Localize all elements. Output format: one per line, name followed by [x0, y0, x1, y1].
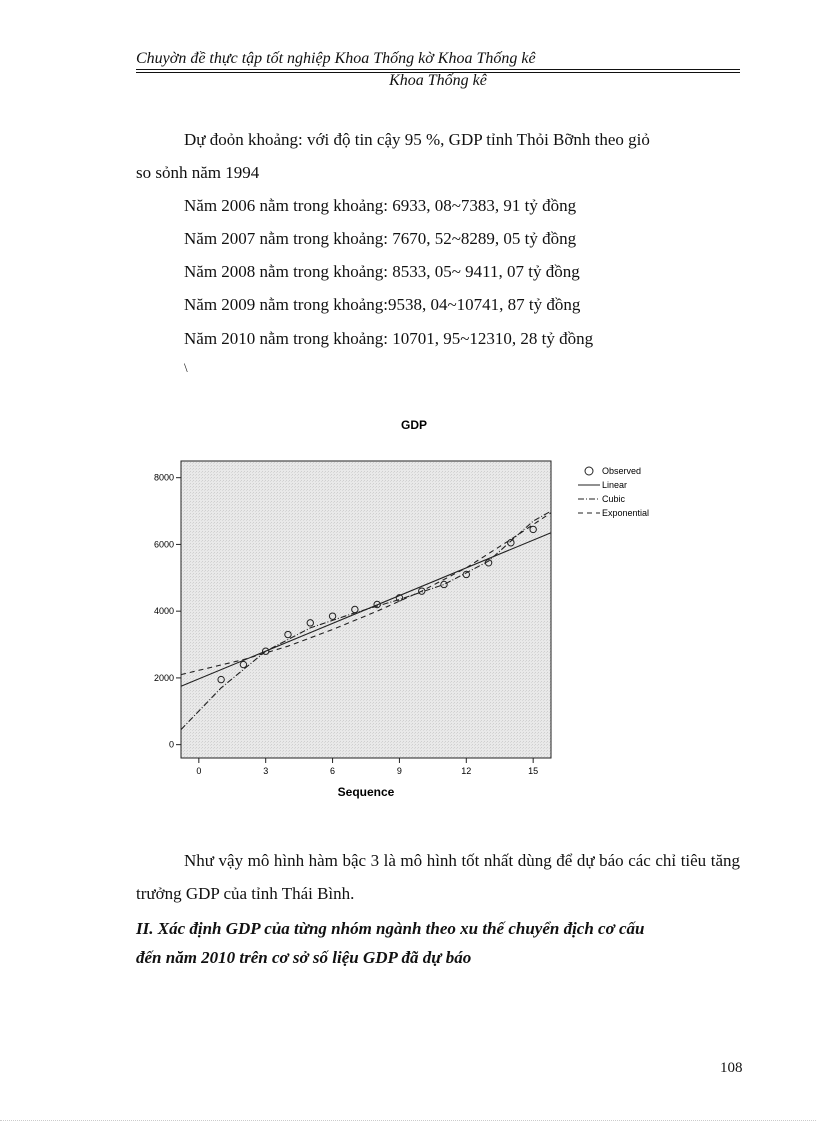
page-bottom-border	[0, 1120, 816, 1121]
legend-observed-marker	[585, 467, 593, 475]
x-tick-label: 12	[461, 766, 472, 776]
conclusion-text: Như vậy mô hình hàm bậc 3 là mô hình tốt nhất dùng để dự báo các chỉ tiêu tăng trưởng GDP của tỉnh Thái Bình.	[136, 851, 740, 903]
legend-linear-label: Linear	[602, 480, 628, 490]
chart-title: GDP	[400, 418, 428, 432]
y-tick-label: 0	[168, 739, 174, 750]
x-axis-label: Sequence	[337, 785, 395, 799]
x-tick-label: 6	[330, 766, 336, 776]
conclusion-paragraph	[136, 844, 740, 910]
header-subtitle: Khoa Thống kê	[389, 72, 487, 89]
y-tick-label: 4000	[153, 606, 174, 617]
x-tick-label: 3	[263, 766, 269, 776]
chart-legend	[578, 466, 649, 518]
y-tick-label: 8000	[153, 472, 174, 483]
legend-observed-label: Observed	[602, 466, 642, 476]
gdp-chart	[130, 405, 690, 805]
forecast-line: Năm 2009 nằm trong khoảng:9538, 04~10741, 87 tỷ đồng	[184, 295, 581, 314]
y-axis	[154, 473, 181, 750]
forecast-line: Năm 2006 nằm trong khoảng: 6933, 08~7383, 91 tỷ đồng	[184, 196, 577, 215]
page-number: 108	[720, 1060, 743, 1076]
section-heading	[136, 914, 740, 972]
legend-exponential-label: Exponential	[602, 508, 650, 518]
stray-mark: \	[184, 360, 188, 375]
page-header	[136, 50, 740, 68]
y-tick-label: 2000	[153, 672, 174, 683]
x-tick-label: 15	[528, 766, 539, 776]
intro-line-2: so sỏnh năm 1994	[136, 163, 260, 182]
section-heading-line-1: II. Xác định GDP của từng nhóm ngành theo xu thế chuyển địch cơ cấu	[136, 919, 645, 938]
forecast-line: Năm 2007 nằm trong khoảng: 7670, 52~8289, 05 tỷ đồng	[184, 229, 577, 248]
legend-cubic-label: Cubic	[602, 494, 626, 504]
x-axis	[196, 758, 538, 776]
forecast-line: Năm 2010 nằm trong khoảng: 10701, 95~12310, 28 tỷ đồng	[184, 329, 594, 348]
intro-line-1: Dự đoỏn khoảng: với độ tin cậy 95 %, GDP tỉnh Thỏi Bỡnh theo giỏ	[184, 130, 650, 149]
x-tick-label: 0	[196, 766, 202, 776]
header-title: Chuyờn đề thực tập tốt nghiệp Khoa Thống kờ Khoa Thống kê	[136, 50, 536, 67]
section-heading-line-2: đến năm 2010 trên cơ sở số liệu GDP đã dự báo	[136, 948, 472, 967]
forecast-line: Năm 2008 nằm trong khoảng: 8533, 05~ 9411, 07 tỷ đồng	[184, 262, 580, 281]
y-tick-label: 6000	[153, 539, 174, 550]
header-rule-top	[136, 69, 740, 70]
x-tick-label: 9	[396, 766, 402, 776]
